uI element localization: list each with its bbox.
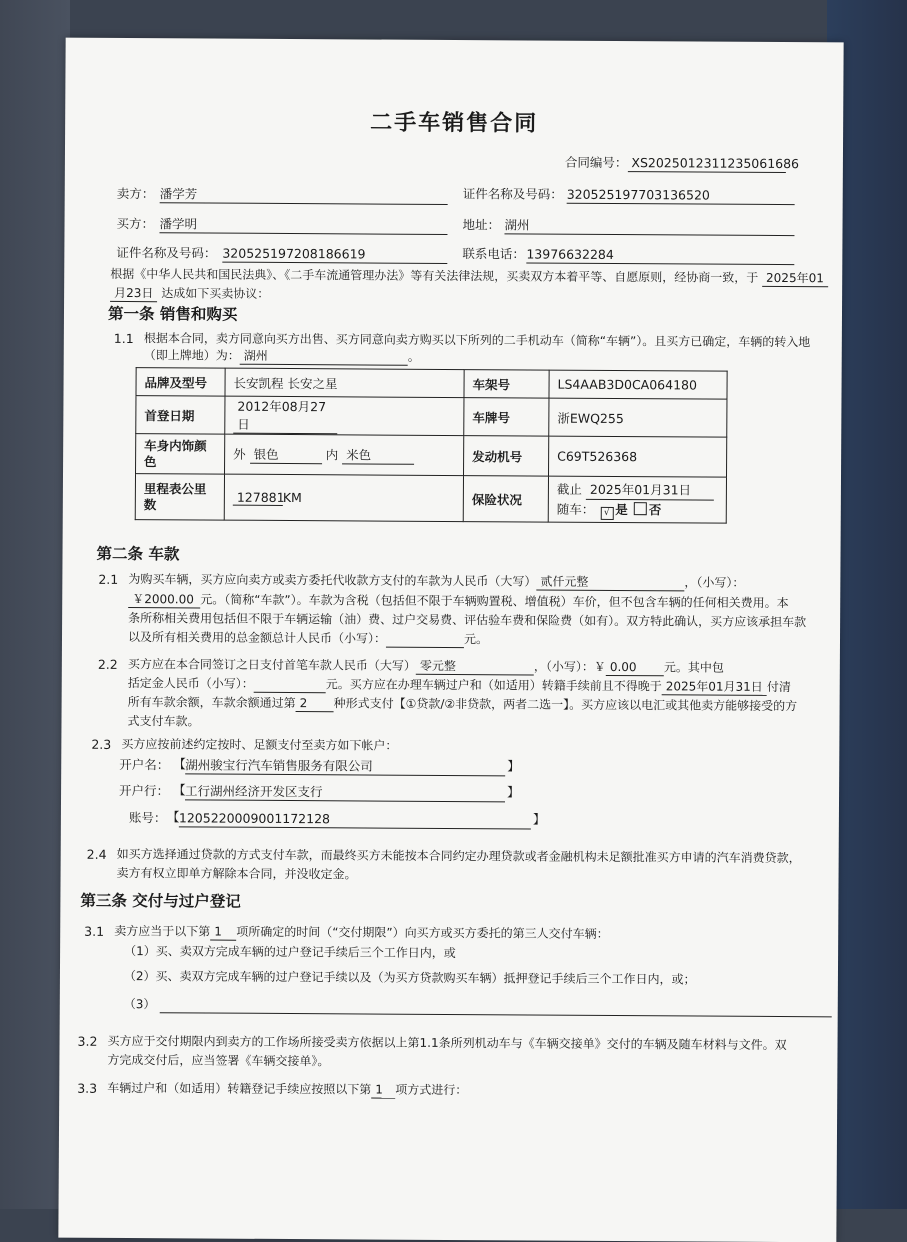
clause-2-2-line3-end: 种形式支付【①贷款/②非贷款，两者二选一】。买方应该以电汇或其他卖方能够接受的方 <box>333 696 798 714</box>
contract-title: 二手车销售合同 <box>370 110 539 137</box>
engine-value: C69T526368 <box>549 436 727 477</box>
clause-2-1-line4-end: 元。 <box>463 632 489 647</box>
contract-number-label: 合同编号： <box>564 154 628 171</box>
contract-number <box>564 154 800 173</box>
no-label: 否 <box>648 501 662 517</box>
total-amount-blank <box>386 631 464 648</box>
yes-checkbox-icon: √ <box>600 506 613 519</box>
plate-value: 浙EWQ255 <box>549 398 727 437</box>
clause-1-1-line2: （即上牌地）为： 湖州 。 <box>143 348 420 364</box>
clause-2-2-line3 <box>128 694 798 715</box>
contract-number-value: XS2025012311235061686 <box>627 155 785 173</box>
clause-3-1-line1 <box>114 923 609 943</box>
clause-2-2-line2 <box>128 675 791 696</box>
brand-label: 品牌及型号 <box>136 368 225 397</box>
clause-2-3-number: 2.3 <box>91 736 112 752</box>
mileage-value: 127881 <box>233 489 283 505</box>
clause-2-2-line1-end: 元。其中包 <box>663 660 724 675</box>
insurance-expire-label: 截止 <box>556 481 582 497</box>
account-number: 1205220009001172128 <box>179 810 531 829</box>
price-small: ￥2000.00 <box>128 591 200 608</box>
buyer-phone: 13976632284 <box>526 246 794 265</box>
buyer-name: 潘学明 <box>159 216 447 235</box>
article-2-heading: 第二条 车款 <box>96 544 180 564</box>
exterior-color: 银色 <box>250 445 322 464</box>
payment-option: 2 <box>296 695 334 712</box>
clause-2-4-number: 2.4 <box>86 846 107 862</box>
seller-name: 潘学芳 <box>160 186 448 205</box>
clause-2-3-text: 买方应按前述约定按时、足额支付至卖方如下帐户： <box>121 736 398 753</box>
buyer-address: 湖州 <box>504 217 794 236</box>
clause-2-1-line2 <box>128 591 789 612</box>
payee-open-bracket: 【 <box>173 756 186 772</box>
reg-date-cell <box>225 396 464 435</box>
yes-label: 是 <box>615 501 628 517</box>
intro-text: 根据《中华人民共和国民法典》、《二手车流通管理办法》等有关法律法规，买卖双方本着平等、自愿原则，经协商一致，于 <box>110 266 759 285</box>
first-payment-small-label: ，（小写）：￥ <box>533 659 606 674</box>
clause-2-1-line3: 条所称相关费用包括但不限于车辆运输（油）费、过户交易费、评估验车费和保险费（如有）。双方特此确认，买方应该承担车款 <box>128 611 807 630</box>
clause-3-1-text-a: 卖方应当于以下第 <box>114 923 211 939</box>
clause-2-2-number: 2.2 <box>97 656 118 672</box>
bank-open-bracket: 【 <box>173 782 186 798</box>
buyer-address-label: 地址： <box>462 217 501 233</box>
clause-3-3-number: 3.3 <box>77 1080 98 1096</box>
clause-2-2-line2-mid: 元。买方应在办理车辆过户和（如适用）转籍手续前且不得晚于 <box>325 677 662 694</box>
brand-value: 长安凯程 长安之星 <box>225 368 464 397</box>
contract-paper <box>58 38 843 1242</box>
clause-2-2-line4: 式支付车款。 <box>127 714 200 729</box>
account-close-bracket: 】 <box>532 811 546 827</box>
reg-date-value: 2012年08月27日 <box>233 397 337 435</box>
delivery-option-2: （2）买、卖双方完成车辆的过户登记手续以及（为买方贷款购买车辆）抵押登记手续后三个工作日内，或； <box>123 969 696 987</box>
clause-2-2-line3-text: 所有车款余额，车款余额通过第 <box>127 695 296 711</box>
buyer-label: 买方： <box>116 215 155 232</box>
intro-date-a: 2025年01 <box>762 270 828 287</box>
clause-3-2-number: 3.2 <box>77 1033 98 1049</box>
vehicle-row-mileage <box>135 474 726 524</box>
clause-3-3-line <box>107 1080 467 1099</box>
reg-date-label: 首登日期 <box>136 396 225 435</box>
registration-place: 湖州 <box>240 348 408 366</box>
clause-3-1-number: 3.1 <box>84 923 105 939</box>
bank-label: 开户行： <box>119 782 170 799</box>
payee-label: 开户名： <box>119 756 170 773</box>
clause-2-1-line2-text: 元。（简称“车款”）。车款为含税（包括但不限于车辆购置税、增值税）车价，但不包含车辆的任何相关费用。本 <box>200 592 789 611</box>
mileage-label: 里程表公里数 <box>135 474 224 521</box>
clause-3-2-line2: 方完成交付后，应当签署《车辆交接单》。 <box>107 1052 330 1069</box>
insurance-label: 保险状况 <box>463 476 548 523</box>
mileage-unit: KM <box>282 489 302 505</box>
exterior-label: 外 <box>233 446 246 462</box>
plate-label: 车牌号 <box>464 398 549 437</box>
clause-2-1-line4-text: 以及所有相关费用的总金额总计人民币（小写）： <box>127 630 387 646</box>
first-payment-small: 0.00 <box>606 659 664 676</box>
clause-2-4-line2: 卖方有权立即单方解除本合同，并没收定金。 <box>116 865 357 882</box>
color-label: 车身内饰颜色 <box>136 434 225 475</box>
clause-3-2-line1: 买方应于交付期限内到卖方的工作场所接受卖方依据以上第1.1条所列机动车与《车辆交接单》交付的车辆及随车材料与文件。双 <box>107 1033 787 1053</box>
vehicle-info-table <box>135 367 728 524</box>
delivery-option-3: （3） <box>123 997 156 1012</box>
price-small-label: ，（小写）： <box>684 575 745 590</box>
option-3-blank-line <box>160 1012 832 1017</box>
mileage-cell <box>224 474 463 521</box>
clause-2-1-line4 <box>128 629 488 648</box>
seller-label: 卖方： <box>116 185 155 202</box>
clause-2-1-number: 2.1 <box>98 571 119 587</box>
buyer-id-label: 证件名称及号码： <box>116 244 217 261</box>
color-cell <box>225 434 464 475</box>
deposit-blank <box>254 676 326 693</box>
clause-3-3-text-b: 项方式进行： <box>395 1082 468 1098</box>
seller-id-label: 证件名称及号码： <box>462 186 563 202</box>
clause-1-1-line2-text: （即上牌地）为： <box>143 348 240 363</box>
clause-3-1-text-b: 项所确定的时间（“交付期限”）向买方或买方委托的第三人交付车辆： <box>236 924 609 941</box>
vin-value: LS4AAB3D0CA064180 <box>549 370 727 399</box>
vin-label: 车架号 <box>464 370 549 399</box>
insurance-follow-row <box>557 499 718 520</box>
intro-line2 <box>110 285 269 303</box>
clause-2-1-line1 <box>128 571 744 592</box>
account-open-bracket: 【 <box>166 809 180 825</box>
clause-2-2-line1 <box>128 656 724 677</box>
payee-close-bracket: 】 <box>507 758 520 774</box>
clause-2-1-line1-text: 为购买车辆，买方应向卖方或卖方委托代收款方支付的车款为人民币（大写） <box>128 572 537 589</box>
account-label: 账号： <box>128 810 167 826</box>
transfer-option: 1 <box>371 1082 395 1099</box>
article-3-heading: 第三条 交付与过户登记 <box>80 891 241 911</box>
no-checkbox-icon <box>634 502 647 515</box>
vehicle-row-reg <box>136 396 727 438</box>
clause-2-4-line1: 如买方选择通过贷款的方式支付车款，而最终买方未能按本合同约定办理贷款或者金融机构未足额批准买方申请的汽车消费贷款， <box>116 846 801 866</box>
payee-name: 湖州骏宝行汽车销售服务有限公司 <box>185 757 505 776</box>
bank-name: 工行湖州经济开发区支行 <box>185 783 505 802</box>
engine-label: 发动机号 <box>464 436 549 477</box>
seller-id-value: 320525197703136520 <box>567 187 795 205</box>
clause-3-3-text-a: 车辆过户和（如适用）转籍登记手续应按照以下第 <box>107 1080 372 1097</box>
clause-2-2-line2-end: 付清 <box>766 679 791 695</box>
insurance-expire-date: 2025年01月31日 <box>586 479 714 500</box>
insurance-follow-label: 随车： <box>556 501 595 517</box>
clause-2-2-line1-text: 买方应在本合同签订之日支付首笔车款人民币（大写） <box>127 657 416 673</box>
first-payment-upper: 零元整 <box>416 658 534 676</box>
intro-line2-text: 达成如下买卖协议： <box>161 286 270 301</box>
clause-2-2-line2-text: 括定金人民币（小写）： <box>127 676 254 691</box>
intro-line1 <box>110 266 828 287</box>
vehicle-row-brand <box>136 368 727 400</box>
insurance-cell <box>548 476 726 523</box>
delivery-option-1: （1）买、卖双方完成车辆的过户登记手续后三个工作日内，或 <box>124 944 456 961</box>
clause-1-1-number: 1.1 <box>113 330 134 347</box>
intro-date-b: 月23日 <box>110 285 157 302</box>
interior-color: 米色 <box>342 445 414 464</box>
interior-label: 内 <box>325 447 339 463</box>
balance-deadline: 2025年01月31日 <box>662 678 767 696</box>
delivery-option: 1 <box>210 924 236 941</box>
buyer-phone-label: 联系电话： <box>462 246 525 262</box>
article-1-heading: 第一条 销售和购买 <box>107 304 238 324</box>
price-uppercase: 贰仟元整 <box>536 574 684 592</box>
insurance-expire-row <box>557 479 718 500</box>
bank-close-bracket: 】 <box>507 784 520 800</box>
buyer-id-value: 320525197208186619 <box>222 246 447 264</box>
vehicle-row-color <box>136 434 727 478</box>
clause-1-1-text: 根据本合同，卖方同意向买方出售、买方同意向卖方购买以下所列的二手机动车（简称“车辆”）。且买方已确定，车辆的转入地 <box>143 331 811 350</box>
